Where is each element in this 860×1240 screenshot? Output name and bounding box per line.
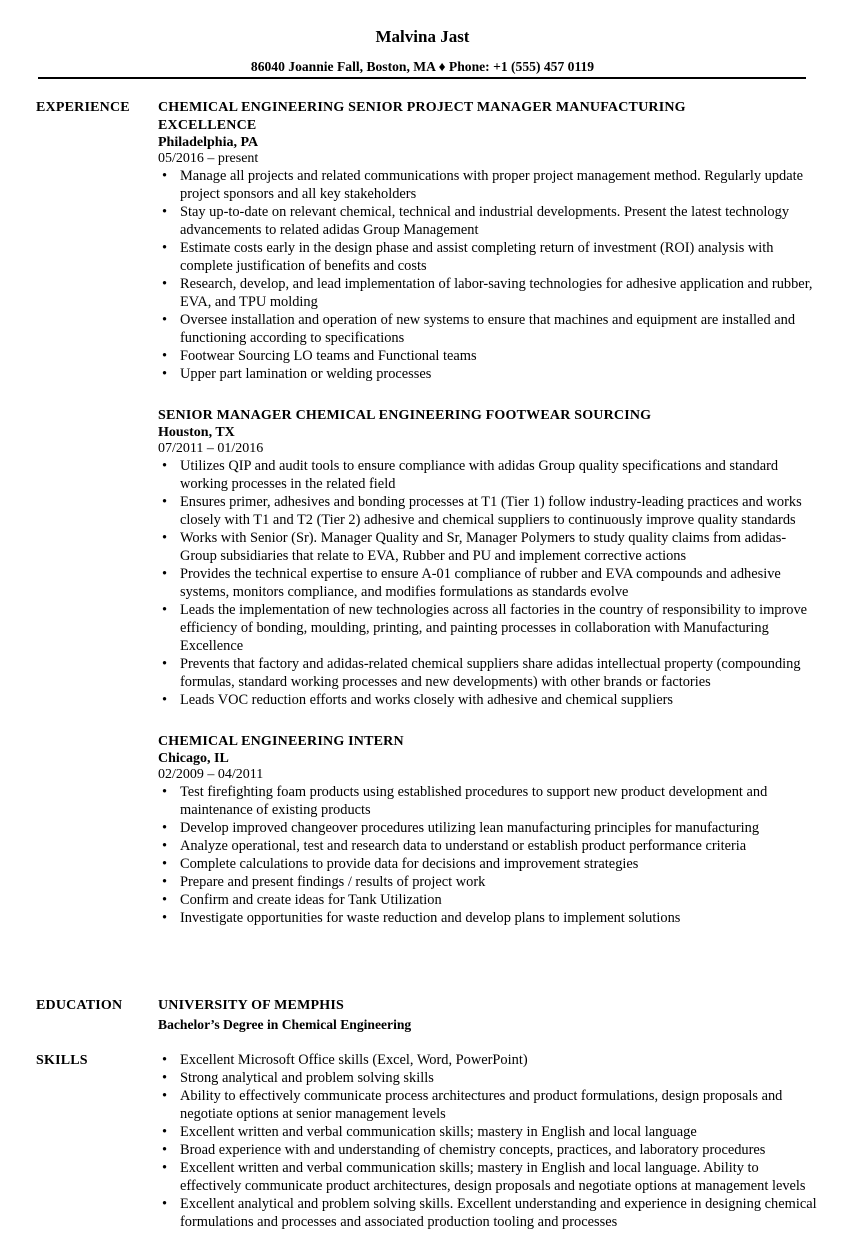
contact-line: 86040 Joannie Fall, Boston, MA ♦ Phone: +1 (555) 457 0119 [250, 59, 595, 74]
header-divider [38, 77, 806, 79]
list-item: • Upper part lamination or welding processes [158, 365, 818, 383]
list-item: • Provides the technical expertise to ensure A-01 compliance of rubber and EVA compounds and adhesive systems, monitors compliance, and modifies formulations as standards evolve [158, 565, 818, 601]
list-item: • Complete calculations to provide data for decisions and improvement strategies [158, 855, 818, 873]
list-item: • Excellent written and verbal communication skills; mastery in English and local language [158, 1123, 818, 1141]
job-dates: 07/2011 – 01/2016 [158, 441, 264, 456]
job-entry [158, 733, 818, 927]
list-item: • Works with Senior (Sr). Manager Quality and Sr, Manager Polymers to study quality claims from adidas-Group subsidiaries that relate to EVA, Rubber and PU and implement corrective actions [158, 529, 818, 565]
job-bullets [158, 167, 818, 383]
list-item: • Utilizes QIP and audit tools to ensure compliance with adidas Group quality specifications and standard working processes in the related field [158, 457, 818, 493]
list-item: • Strong analytical and problem solving skills [158, 1069, 818, 1087]
education-school: UNIVERSITY OF MEMPHIS [158, 998, 344, 1013]
education-label: EDUCATION [36, 998, 123, 1013]
list-item: • Prepare and present findings / results of project work [158, 873, 818, 891]
list-item: • Manage all projects and related communications with proper project management method. Regularly update project sponsors and all key stakeholders [158, 167, 818, 203]
list-item: • Confirm and create ideas for Tank Utilization [158, 891, 818, 909]
education-degree: Bachelor’s Degree in Chemical Engineering [158, 1017, 412, 1032]
job-title: CHEMICAL ENGINEERING INTERN [158, 734, 404, 749]
list-item: • Stay up-to-date on relevant chemical, technical and industrial developments. Present the latest technology advancements to related adidas Group Management [158, 203, 818, 239]
job-bullets [158, 457, 818, 709]
list-item: • Excellent analytical and problem solving skills. Excellent understanding and experience in designing chemical formulations and processes and associated production tooling and processes [158, 1195, 818, 1231]
job-title: SENIOR MANAGER CHEMICAL ENGINEERING FOOTWEAR SOURCING [158, 408, 652, 423]
list-item: • Leads VOC reduction efforts and works closely with adhesive and chemical suppliers [158, 691, 818, 709]
candidate-name: Malvina Jast [375, 27, 470, 46]
list-item: • Excellent written and verbal communication skills; mastery in English and local language. Ability to effectively communicate product architectures, design proposals and negotiate options at management levels [158, 1159, 818, 1195]
experience-label: EXPERIENCE [36, 100, 130, 115]
experience-body [158, 99, 818, 951]
list-item: • Analyze operational, test and research data to understand or establish product performance criteria [158, 837, 818, 855]
job-dates: 05/2016 – present [158, 151, 259, 166]
education-body [158, 997, 818, 1035]
list-item: • Leads the implementation of new technologies across all factories in the country of responsibility to improve efficiency of bonding, moulding, printing, and painting processes in collaboration with Manufacturing Excellence [158, 601, 818, 655]
skills-label: SKILLS [36, 1053, 88, 1068]
job-dates: 02/2009 – 04/2011 [158, 767, 264, 782]
list-item: • Ability to effectively communicate process architectures and product formulations, design proposals and negotiate options at senior management levels [158, 1087, 818, 1123]
job-entry [158, 99, 818, 383]
job-location: Houston, TX [158, 425, 235, 440]
list-item: • Oversee installation and operation of new systems to ensure that machines and equipment are installed and functioning according to specifications [158, 311, 818, 347]
list-item: • Excellent Microsoft Office skills (Excel, Word, PowerPoint) [158, 1051, 818, 1069]
list-item: • Footwear Sourcing LO teams and Functional teams [158, 347, 818, 365]
list-item: • Investigate opportunities for waste reduction and develop plans to implement solutions [158, 909, 818, 927]
list-item: • Estimate costs early in the design phase and assist completing return of investment (ROI) analysis with complete justification of benefits and costs [158, 239, 818, 275]
skills-body [158, 1051, 818, 1231]
job-location: Chicago, IL [158, 751, 229, 766]
job-title: CHEMICAL ENGINEERING SENIOR PROJECT MANAGER MANUFACTURING EXCELLENCE [158, 100, 686, 133]
list-item: • Research, develop, and lead implementation of labor-saving technologies for adhesive application and rubber, EVA, and TPU molding [158, 275, 818, 311]
list-item: • Broad experience with and understanding of chemistry concepts, practices, and laboratory procedures [158, 1141, 818, 1159]
list-item: • Test firefighting foam products using established procedures to support new product development and maintenance of existing products [158, 783, 818, 819]
list-item: • Prevents that factory and adidas-related chemical suppliers share adidas intellectual property (compounding formulas, standard working processes and new developments) with other brands or factories [158, 655, 818, 691]
job-bullets [158, 783, 818, 927]
list-item: • Develop improved changeover procedures utilizing lean manufacturing principles for manufacturing [158, 819, 818, 837]
job-location: Philadelphia, PA [158, 135, 259, 150]
job-entry [158, 407, 818, 709]
list-item: • Ensures primer, adhesives and bonding processes at T1 (Tier 1) follow industry-leading practices and works closely with T1 and T2 (Tier 2) adhesive and chemical suppliers to continuously improve quality standards [158, 493, 818, 529]
skills-list [158, 1051, 818, 1231]
